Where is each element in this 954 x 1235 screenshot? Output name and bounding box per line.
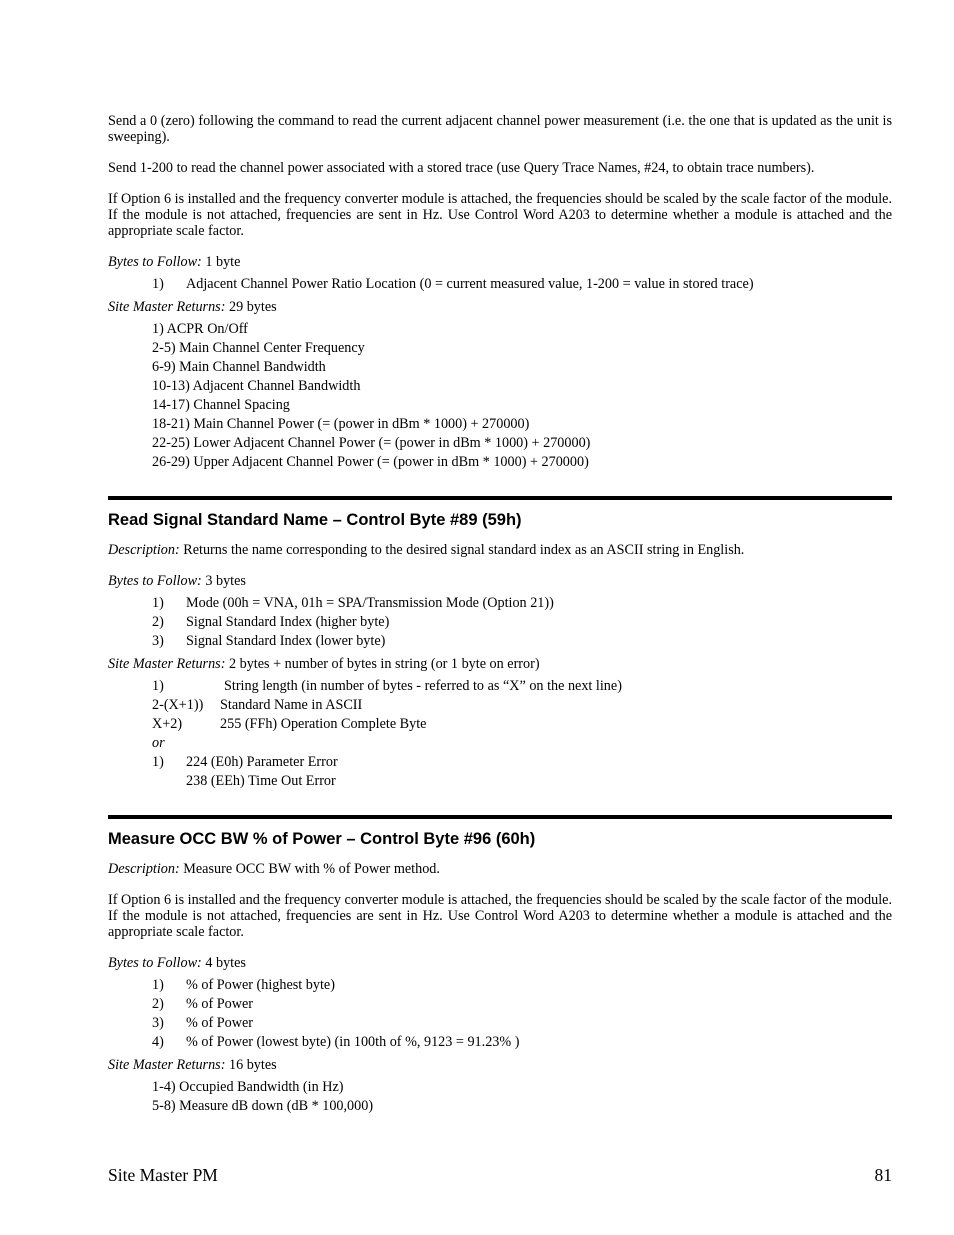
item-text: % of Power (lowest byte) (in 100th of %, 9123 = 91.23% ) <box>186 1034 520 1050</box>
description-label: Description: <box>108 542 180 558</box>
site-master-returns <box>108 656 892 672</box>
item-number: X+2) <box>152 716 183 732</box>
site-master-returns-value: 2 bytes + number of bytes in string (or 1 byte on error) <box>225 656 540 672</box>
section-divider <box>108 815 892 819</box>
page-content <box>108 113 892 1121</box>
list-item <box>152 976 892 995</box>
list-item <box>152 696 892 715</box>
item-text: Standard Name in ASCII <box>220 697 363 713</box>
description <box>108 542 892 558</box>
list-item <box>152 715 892 734</box>
item-number: 4) <box>152 1034 164 1050</box>
item-text: 255 (FFh) Operation Complete Byte <box>220 716 427 732</box>
list-item <box>152 995 892 1014</box>
list-item <box>152 772 892 791</box>
item-number: 1) <box>152 678 164 694</box>
bytes-to-follow <box>108 573 892 589</box>
list-item: 18-21) Main Channel Power (= (power in dBm * 1000) + 270000) <box>152 416 530 432</box>
item-number: 1) <box>152 977 164 993</box>
description-text: Returns the name corresponding to the desired signal standard index as an ASCII string in English. <box>179 542 745 558</box>
bytes-to-follow <box>108 254 892 270</box>
list-item: 6-9) Main Channel Bandwidth <box>152 359 326 375</box>
list-item <box>152 677 892 696</box>
scale-factor-paragraph: If Option 6 is installed and the frequency converter module is attached, the frequencies should be scaled by the scale factor of the module. If the module is not attached, frequencies are sent in Hz. Use Control Word A203 to determine whether a module is attached and the appropriate scale factor. <box>108 892 892 940</box>
intro-paragraph-3: If Option 6 is installed and the frequency converter module is attached, the frequencies should be scaled by the scale factor of the module. If the module is not attached, frequencies are sent in Hz. Use Control Word A203 to determine whether a module is attached and the appropriate scale factor. <box>108 191 892 239</box>
site-master-returns-label: Site Master Returns: <box>108 299 226 315</box>
page-number: 81 <box>874 1165 892 1185</box>
site-master-returns-value: 16 bytes <box>225 1057 277 1073</box>
site-master-returns-label: Site Master Returns: <box>108 656 226 672</box>
bytes-to-follow-value: 1 byte <box>201 254 241 270</box>
description <box>108 861 892 877</box>
list-item: 14-17) Channel Spacing <box>152 397 290 413</box>
description-label: Description: <box>108 861 180 877</box>
list-item <box>152 753 892 772</box>
list-item: 1) ACPR On/Off <box>152 321 248 337</box>
section-heading-signal-standard: Read Signal Standard Name – Control Byte #89 (59h) <box>108 511 522 529</box>
site-master-returns <box>108 299 892 315</box>
footer-title: Site Master PM <box>108 1165 218 1185</box>
list-item <box>152 1014 892 1033</box>
bytes-to-follow-list <box>152 594 892 651</box>
section-divider <box>108 496 892 500</box>
or-separator: or <box>152 735 165 751</box>
site-master-returns-list <box>152 320 892 472</box>
item-number: 2) <box>152 996 164 1012</box>
item-text: % of Power <box>186 996 253 1012</box>
item-text: % of Power <box>186 1015 253 1031</box>
item-text: 224 (E0h) Parameter Error <box>186 754 338 770</box>
description-text: Measure OCC BW with % of Power method. <box>179 861 440 877</box>
list-item <box>152 275 892 294</box>
bytes-to-follow-label: Bytes to Follow: <box>108 955 202 971</box>
section-heading-occ-bw: Measure OCC BW % of Power – Control Byte #96 (60h) <box>108 830 536 848</box>
item-number: 3) <box>152 633 164 649</box>
item-number: 1) <box>152 754 164 770</box>
item-text: Signal Standard Index (higher byte) <box>186 614 390 630</box>
list-item <box>152 613 892 632</box>
bytes-to-follow-list <box>152 275 892 294</box>
site-master-returns-value: 29 bytes <box>225 299 277 315</box>
intro-paragraph-1: Send a 0 (zero) following the command to read the current adjacent channel power measurement (i.e. the one that is updated as the unit is sweeping). <box>108 113 892 145</box>
site-master-returns <box>108 1057 892 1073</box>
list-item: 10-13) Adjacent Channel Bandwidth <box>152 378 361 394</box>
item-text: String length (in number of bytes - referred to as “X” on the next line) <box>224 678 622 694</box>
item-text: Mode (00h = VNA, 01h = SPA/Transmission Mode (Option 21)) <box>186 595 554 611</box>
list-item <box>152 632 892 651</box>
item-number: 1) <box>152 276 164 292</box>
item-number: 2-(X+1)) <box>152 697 204 713</box>
item-number: 1) <box>152 595 164 611</box>
bytes-to-follow-label: Bytes to Follow: <box>108 573 202 589</box>
item-text: % of Power (highest byte) <box>186 977 335 993</box>
bytes-to-follow <box>108 955 892 971</box>
item-number: 2) <box>152 614 164 630</box>
bytes-to-follow-label: Bytes to Follow: <box>108 254 202 270</box>
item-text: 238 (EEh) Time Out Error <box>186 773 336 789</box>
list-item: 1-4) Occupied Bandwidth (in Hz) <box>152 1079 344 1095</box>
intro-paragraph-2: Send 1-200 to read the channel power associated with a stored trace (use Query Trace Names, #24, to obtain trace numbers). <box>108 160 815 176</box>
site-master-returns-label: Site Master Returns: <box>108 1057 226 1073</box>
list-item <box>152 1033 892 1052</box>
list-item: 22-25) Lower Adjacent Channel Power (= (power in dBm * 1000) + 270000) <box>152 435 591 451</box>
item-number: 3) <box>152 1015 164 1031</box>
list-item: 2-5) Main Channel Center Frequency <box>152 340 365 356</box>
bytes-to-follow-list <box>152 976 892 1052</box>
item-text: Adjacent Channel Power Ratio Location (0 = current measured value, 1-200 = value in stored trace) <box>186 276 754 292</box>
list-item: 26-29) Upper Adjacent Channel Power (= (power in dBm * 1000) + 270000) <box>152 454 589 470</box>
bytes-to-follow-value: 4 bytes <box>201 955 246 971</box>
list-item <box>152 594 892 613</box>
site-master-returns-list <box>152 1078 892 1116</box>
item-text: Signal Standard Index (lower byte) <box>186 633 386 649</box>
site-master-returns-list <box>152 677 892 791</box>
bytes-to-follow-value: 3 bytes <box>201 573 246 589</box>
list-item: 5-8) Measure dB down (dB * 100,000) <box>152 1098 374 1114</box>
